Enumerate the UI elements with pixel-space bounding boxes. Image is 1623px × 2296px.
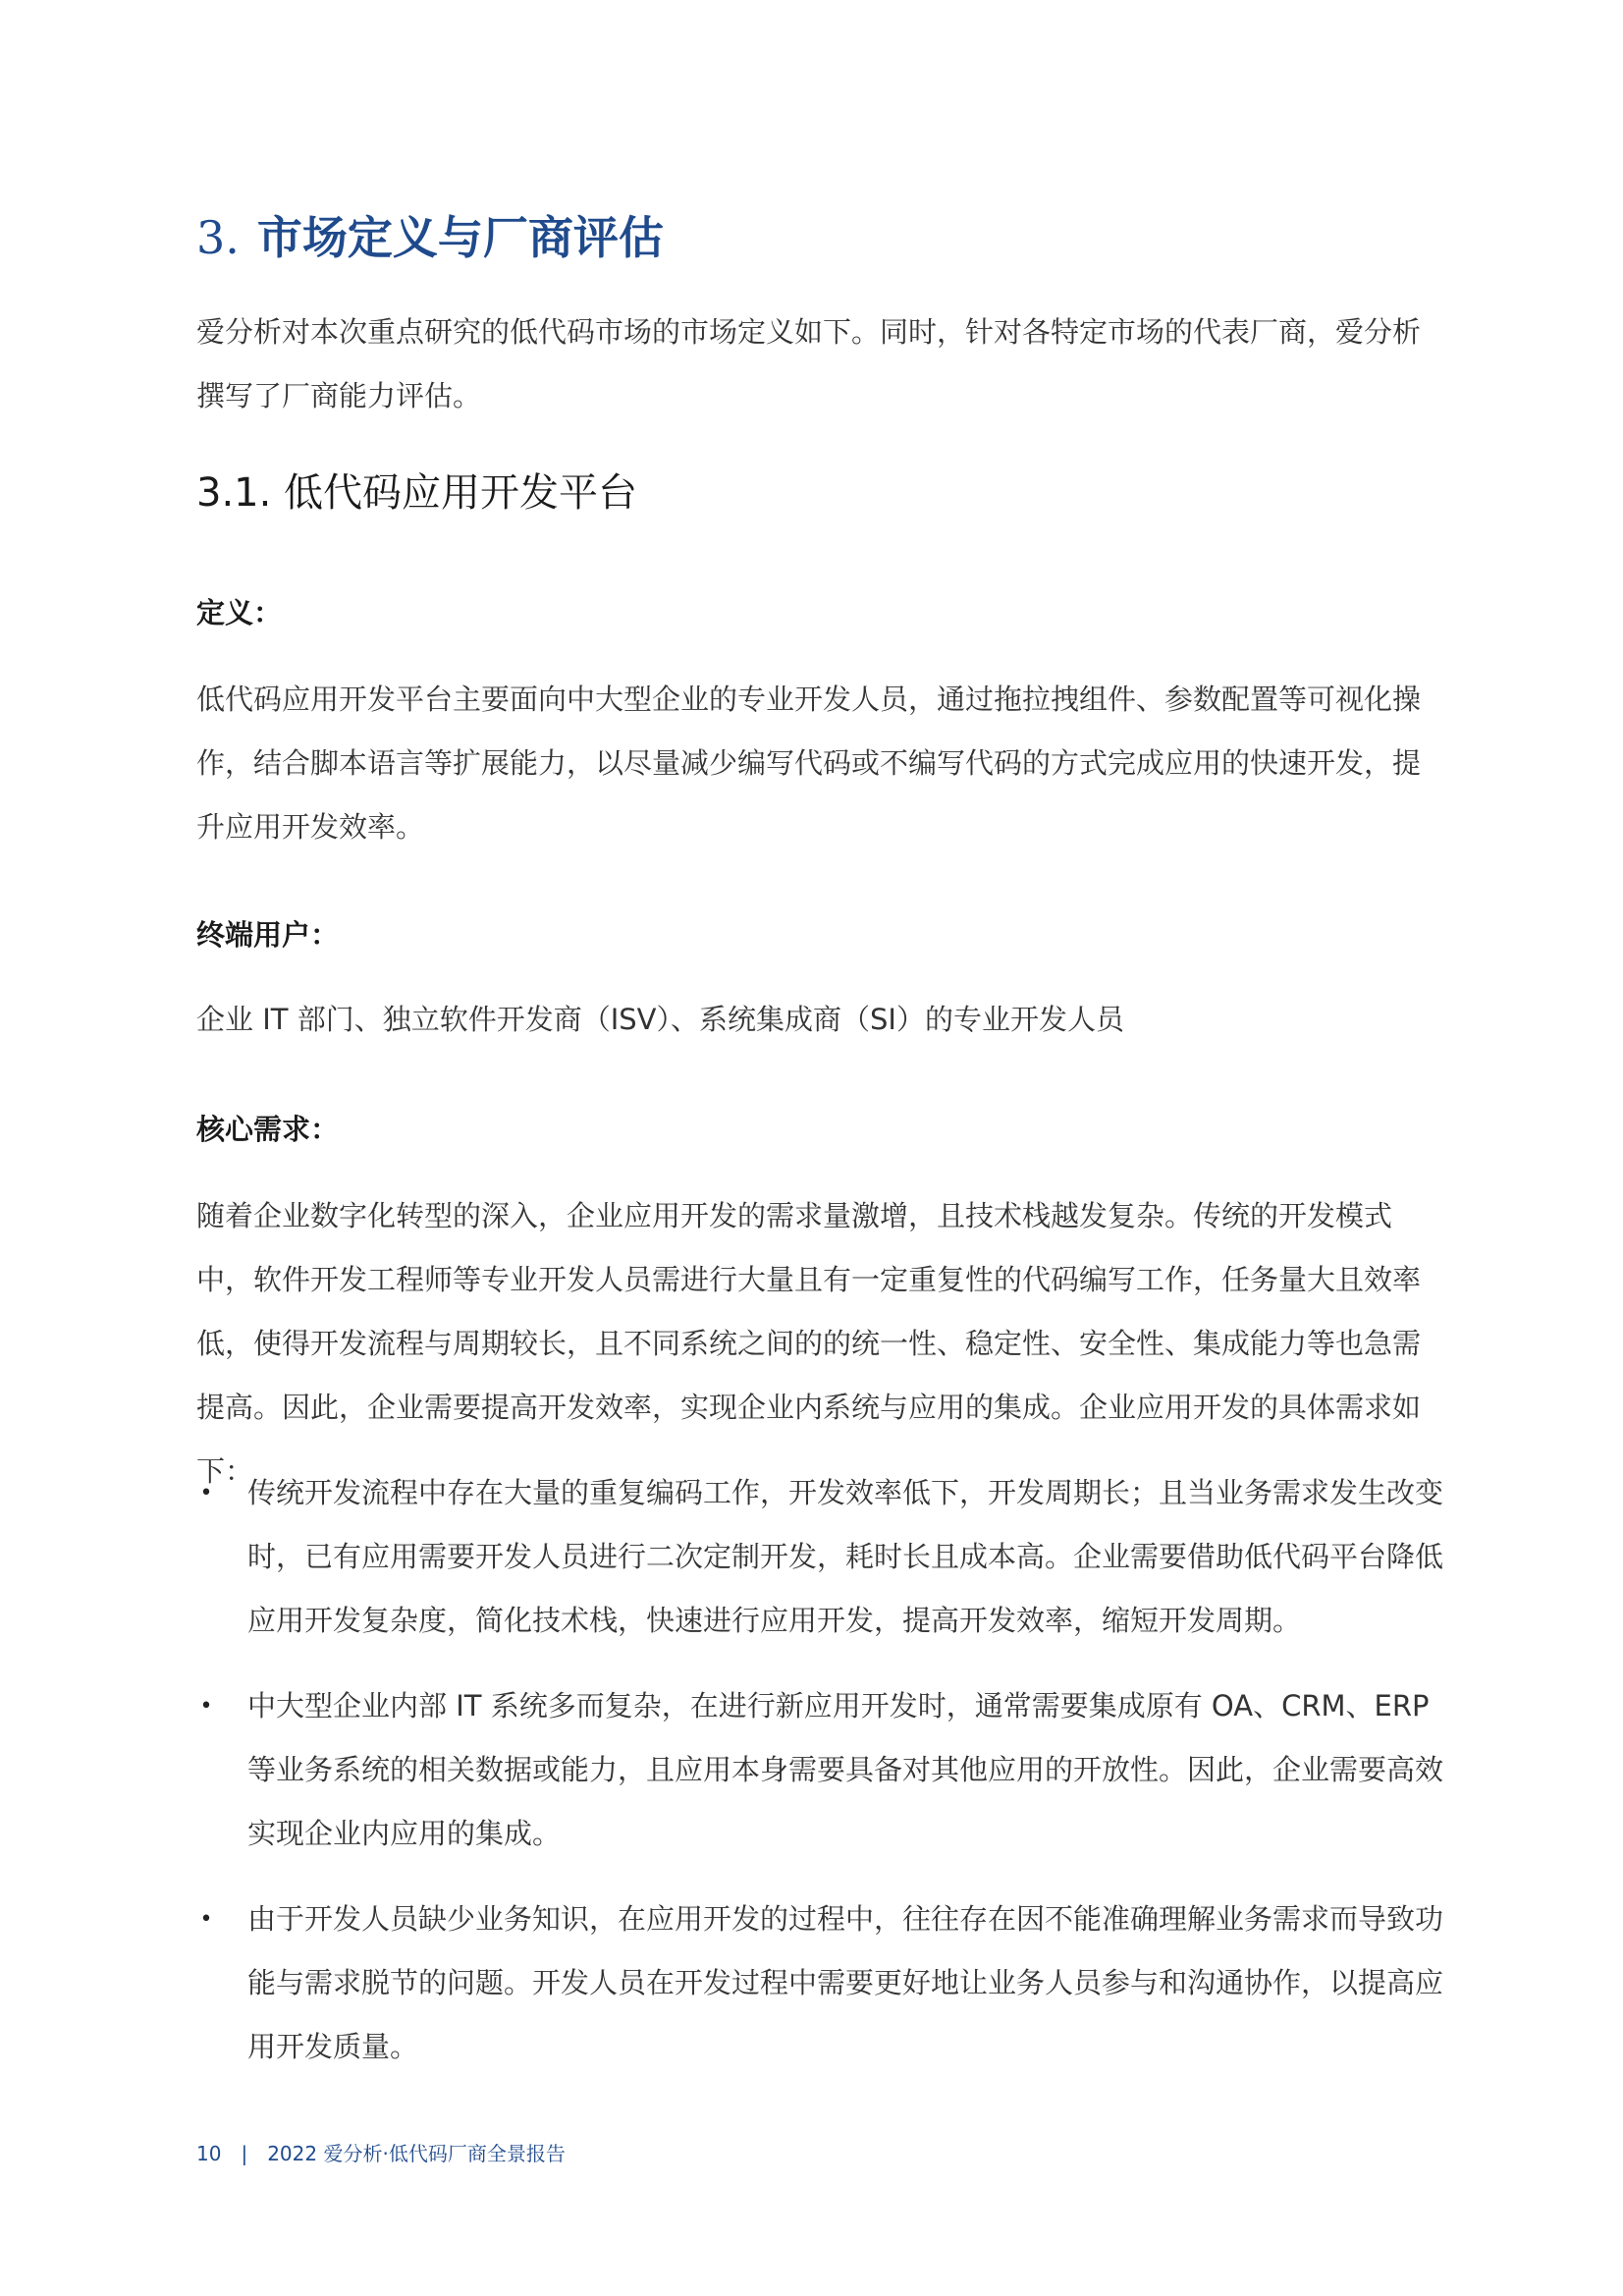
page-number: 10 — [196, 2142, 222, 2165]
bullet-icon: • — [199, 1694, 213, 1719]
list-item — [196, 1674, 1443, 1866]
definition-paragraph: 低代码应用开发平台主要面向中大型企业的专业开发人员，通过拖拉拽组件、参数配置等可视化操作，结合脚本语言等扩展能力，以尽量减少编写代码或不编写代码的方式完成应用的快速开发，提升应用开发效率。 — [196, 683, 1422, 844]
bullet-text: 由于开发人员缺少业务知识，在应用开发的过程中，往往存在因不能准确理解业务需求而导致功能与需求脱节的问题。开发人员在开发过程中需要更好地让业务人员参与和沟通协作，以提高应用开发质量。 — [247, 1902, 1444, 2063]
bullet-icon: • — [199, 1907, 213, 1932]
section-title-text: 市场定义与厂商评估 — [256, 211, 664, 264]
footer-separator: | — [241, 2142, 248, 2165]
subsection-heading: 3.1. 低代码应用开发平台 — [196, 470, 638, 516]
section-number: 3. — [196, 211, 240, 264]
definition-label: 定义： — [196, 596, 283, 629]
end-users-label: 终端用户： — [196, 918, 340, 952]
core-needs-paragraph: 随着企业数字化转型的深入，企业应用开发的需求量激增，且技术栈越发复杂。传统的开发模式中，软件开发工程师等专业开发人员需进行大量且有一定重复性的代码编写工作，任务量大且效率低，使得开发流程与周期较长，且不同系统之间的的统一性、稳定性、安全性、集成能力等也急需提高。因此，企业需要提高开发效率，实现企业内系统与应用的集成。企业应用开发的具体需求如下： — [196, 1199, 1422, 1488]
core-needs-label: 核心需求： — [196, 1113, 340, 1146]
bullet-icon: • — [199, 1481, 213, 1505]
page-footer — [196, 2139, 566, 2168]
list-item — [196, 1887, 1443, 2079]
bullet-text: 传统开发流程中存在大量的重复编码工作，开发效率低下，开发周期长；且当业务需求发生改变时，已有应用需要开发人员进行二次定制开发，耗时长且成本高。企业需要借助低代码平台降低应用开发复杂度，简化技术栈，快速进行应用开发，提高开发效率，缩短开发周期。 — [247, 1476, 1444, 1637]
intro-paragraph: 爱分析对本次重点研究的低代码市场的市场定义如下。同时，针对各特定市场的代表厂商，爱分析撰写了厂商能力评估。 — [196, 315, 1422, 412]
section-heading — [196, 206, 664, 269]
end-users-paragraph: 企业 IT 部门、独立软件开发商（ISV）、系统集成商（SI）的专业开发人员 — [196, 1003, 1124, 1036]
list-item — [196, 1461, 1443, 1653]
report-title: 2022 爱分析·低代码厂商全景报告 — [267, 2142, 566, 2165]
needs-bullet-list — [196, 1461, 1443, 2079]
bullet-text: 中大型企业内部 IT 系统多而复杂，在进行新应用开发时，通常需要集成原有 OA、CRM、ERP 等业务系统的相关数据或能力，且应用本身需要具备对其他应用的开放性。因此，企业需要高效实现企业内应用的集成。 — [247, 1689, 1444, 1850]
